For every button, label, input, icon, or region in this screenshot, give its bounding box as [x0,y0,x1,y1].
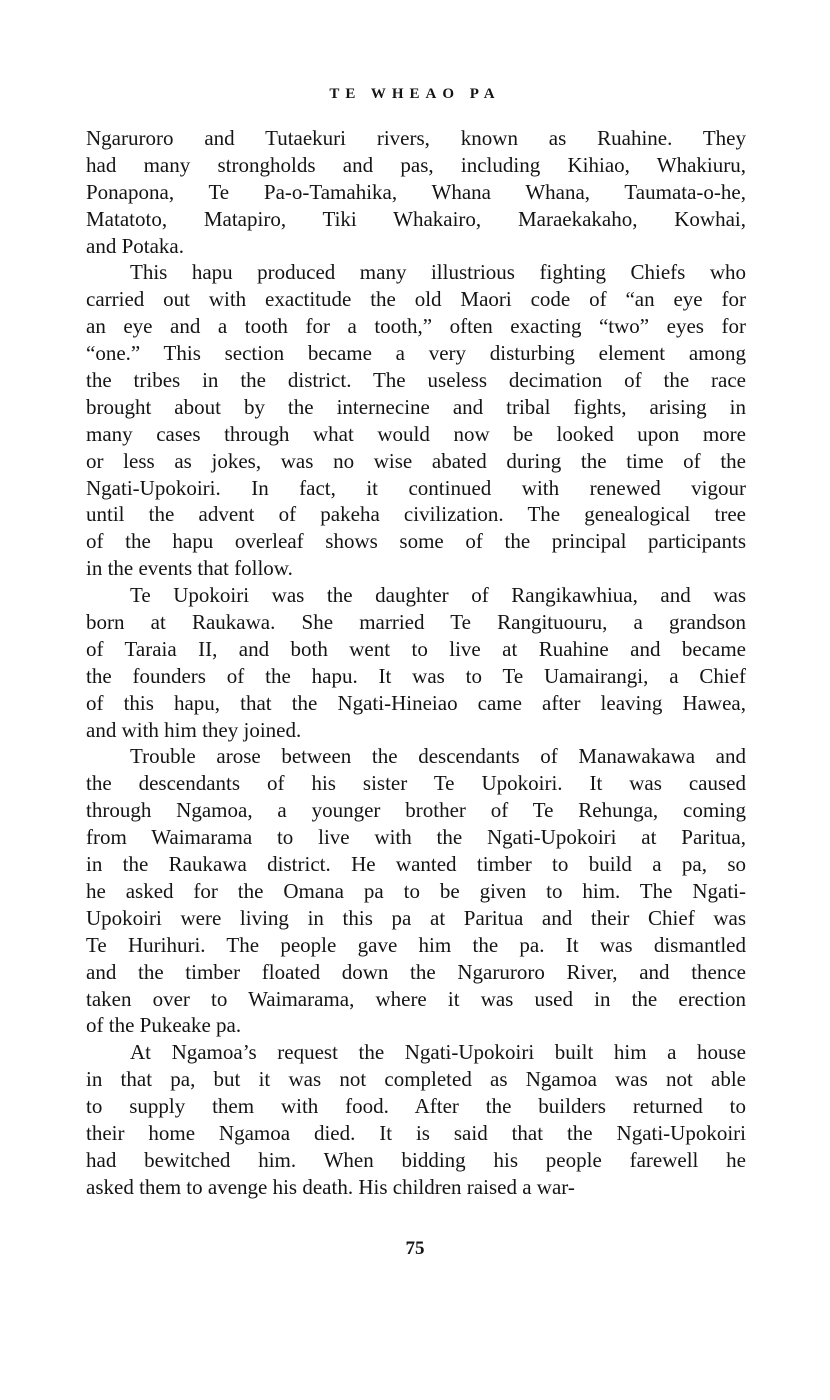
text-line: and with him they joined. [86,717,302,742]
text-line: Ngaruroro and Tutaekuri rivers, known as Ruahine. They [86,126,746,150]
paragraph [86,1039,746,1200]
text-line: “one.” This section became a very disturbing element among [86,341,746,366]
text-line: the founders of the hapu. It was to Te Uamairangi, a Chief [86,663,746,688]
text-line: born at Raukawa. She married Te Rangituouru, a grandson [86,610,746,635]
text-line: to supply them with food. After the builders returned to [86,1094,746,1119]
paragraph [86,125,746,259]
text-line: had many strongholds and pas, including Kihiao, Whakiuru, [86,152,746,177]
body-text [86,125,746,1201]
text-line: he asked for the Omana pa to be given to him. The Ngati- [86,878,746,903]
paragraph [86,259,746,582]
text-line: the tribes in the district. The useless decimation of the race [86,368,746,393]
text-line: in that pa, but it was not completed as Ngamoa was not able [86,1067,746,1092]
text-line: Te Hurihuri. The people gave him the pa. It was dismantled [86,932,746,957]
text-line: of the hapu overleaf shows some of the principal participants [86,529,746,554]
text-line: and Potaka. [86,233,184,258]
text-line: and the timber floated down the Ngaruroro River, and thence [86,959,746,984]
text-line: Te Upokoiri was the daughter of Rangikawhiua, and was [130,583,746,608]
text-line: in the Raukawa district. He wanted timber to build a pa, so [86,852,746,877]
text-line: Trouble arose between the descendants of Manawakawa and [130,744,746,769]
paragraph [86,743,746,1039]
paragraph [86,582,746,743]
text-line: This hapu produced many illustrious fighting Chiefs who [130,260,746,285]
text-line: taken over to Waimarama, where it was used in the erection [86,986,746,1011]
text-line: carried out with exactitude the old Maori code of “an eye for [86,287,746,312]
text-line: until the advent of pakeha civilization. The genealogical tree [86,502,746,527]
text-line: asked them to avenge his death. His children raised a war- [86,1174,575,1199]
text-line: of Taraia II, and both went to live at Ruahine and became [86,636,746,661]
running-head: TE WHEAO PA [329,86,501,102]
text-line: of the Pukeake pa. [86,1013,242,1038]
text-line: or less as jokes, was no wise abated during the time of the [86,448,746,473]
text-line: an eye and a tooth for a tooth,” often exacting “two” eyes for [86,314,746,339]
text-line: many cases through what would now be looked upon more [86,421,746,446]
text-line: their home Ngamoa died. It is said that the Ngati-Upokoiri [86,1120,746,1145]
text-line: through Ngamoa, a younger brother of Te Rehunga, coming [86,798,746,823]
text-line: Upokoiri were living in this pa at Paritua and their Chief was [86,905,746,930]
text-line: Matatoto, Matapiro, Tiki Whakairo, Maraekakaho, Kowhai, [86,206,746,231]
text-line: At Ngamoa’s request the Ngati-Upokoiri built him a house [130,1040,746,1065]
text-line: in the events that follow. [86,556,293,581]
page-number: 75 [405,1238,425,1259]
text-line: Ponapona, Te Pa-o-Tamahika, Whana Whana, Taumata-o-he, [86,179,746,204]
text-line: brought about by the internecine and tribal fights, arising in [86,394,746,419]
text-line: had bewitched him. When bidding his people farewell he [86,1147,746,1172]
text-line: Ngati-Upokoiri. In fact, it continued with renewed vigour [86,475,746,500]
text-line: the descendants of his sister Te Upokoiri. It was caused [86,771,746,796]
text-line: of this hapu, that the Ngati-Hineiao came after leaving Hawea, [86,690,746,715]
text-line: from Waimarama to live with the Ngati-Upokoiri at Paritua, [86,825,746,850]
